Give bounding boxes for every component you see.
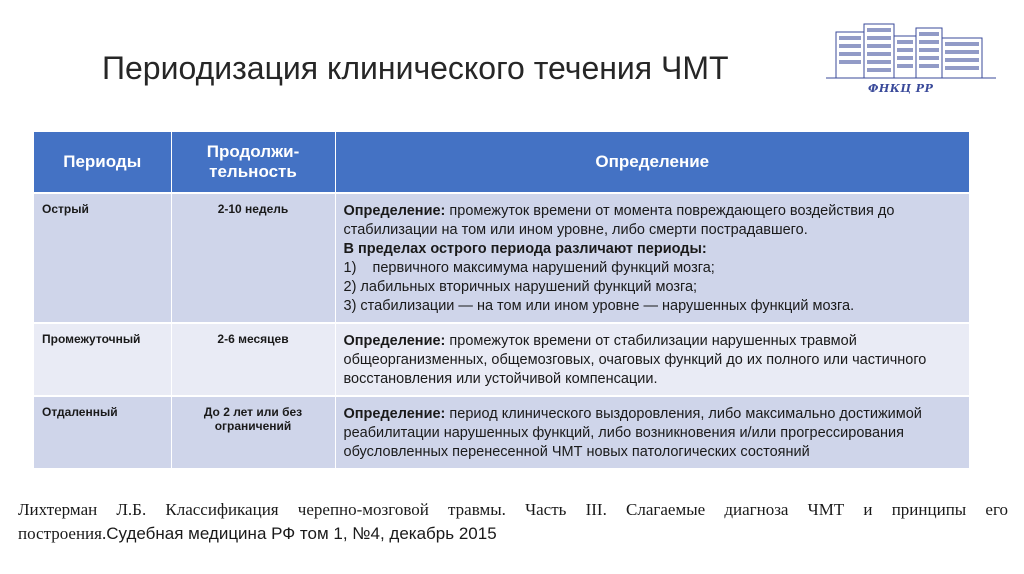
- period-cell: Промежуточный: [34, 323, 171, 396]
- list-item: 3) стабилизации — на том или ином уровне — нарушенных функций мозга.: [343, 298, 855, 314]
- table-row: [34, 193, 969, 323]
- definition-cell: [335, 396, 969, 468]
- list-item: 2) лабильных вторичных нарушений функций мозга;: [343, 279, 698, 295]
- definition-text: промежуток времени от момента повреждающего воздействия до стабилизации на том или ином уровне, либо смерти пострадавшего.: [343, 203, 895, 238]
- header-duration-line1: Продолжи-: [206, 142, 300, 161]
- duration-cell: До 2 лет или без ограничений: [171, 396, 335, 468]
- table-row: [34, 323, 969, 396]
- definition-cell: [335, 193, 969, 323]
- slide-title: Периодизация клинического течения ЧМТ: [102, 50, 729, 86]
- period-cell: Отдаленный: [34, 396, 171, 468]
- definition-label: Определение:: [343, 406, 446, 422]
- header-definition: Определение: [335, 132, 969, 193]
- duration-cell: 2-10 недель: [171, 193, 335, 323]
- table-row: [34, 396, 969, 468]
- list-item: 1) первичного максимума нарушений функций мозга;: [343, 260, 715, 276]
- periodization-table: [34, 132, 969, 468]
- definition-label: Определение:: [343, 203, 446, 219]
- period-cell: Острый: [34, 193, 171, 323]
- duration-cell: 2-6 месяцев: [171, 323, 335, 396]
- definition-label: Определение:: [343, 333, 446, 349]
- definition-cell: [335, 323, 969, 396]
- table-header-row: [34, 132, 969, 193]
- header-duration: [171, 132, 335, 193]
- source-citation-part1: построения.: [18, 524, 107, 543]
- source-citation-line2: [18, 524, 497, 544]
- header-duration-line2: тельность: [209, 162, 297, 181]
- definition-text: период клинического выздоровления, либо максимально достижимой реабилитации нарушенных функций, либо возникновения и/или прогрессирования обусловленных перенесенной ЧМТ новых патологических состояний: [343, 406, 922, 460]
- source-citation-line1: Лихтерман Л.Б. Классификация черепно-мозговой травмы. Часть III. Слагаемые диагноза ЧМТ и принципы его: [18, 500, 1008, 519]
- definition-text: промежуток времени от стабилизации нарушенных травмой общеорганизменных, общемозговых, очаговых функций до их полного или частичного восстановления или устойчивой компенсации.: [343, 333, 927, 387]
- logo-caption: ФНКЦ РР: [868, 82, 934, 95]
- sub-heading: В пределах острого периода различают периоды:: [343, 241, 707, 257]
- header-periods: Периоды: [34, 132, 171, 193]
- source-citation-part2: Судебная медицина РФ том 1, №4, декабрь 2015: [106, 524, 497, 543]
